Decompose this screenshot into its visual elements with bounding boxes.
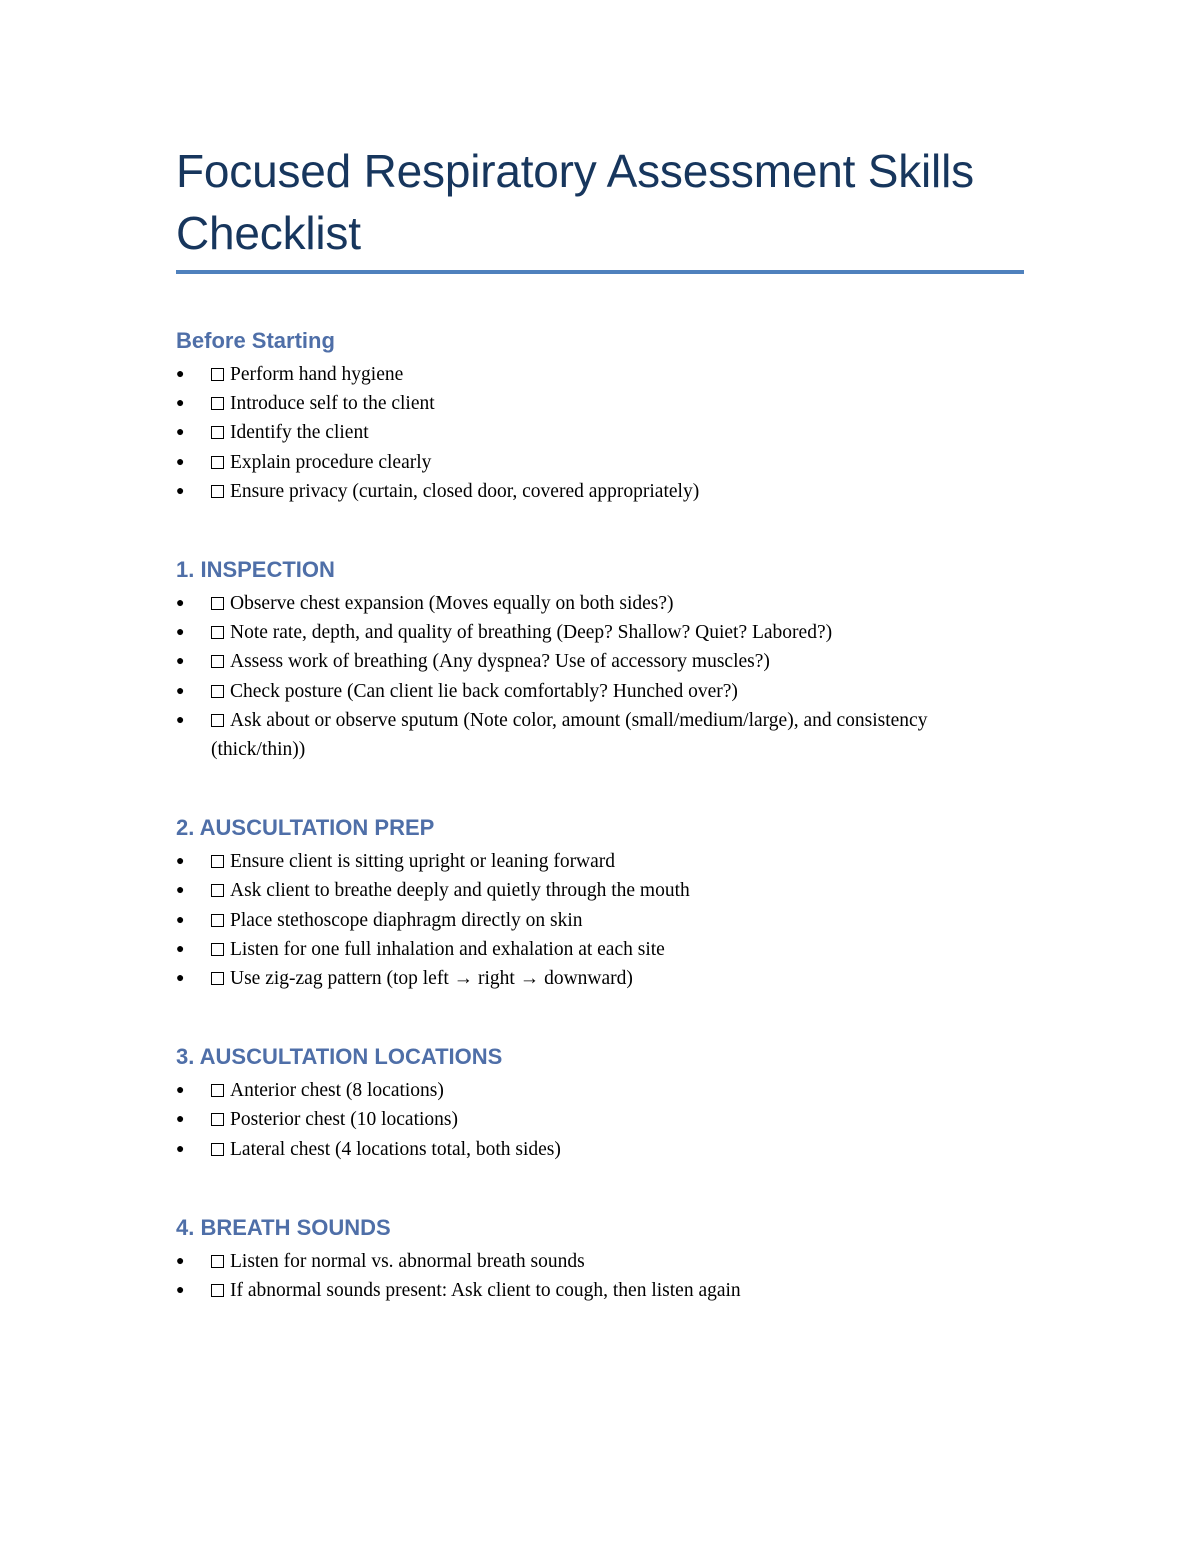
list-item bbox=[176, 1247, 1024, 1276]
list-item bbox=[176, 876, 1024, 905]
list-item bbox=[176, 647, 1024, 676]
bullet-icon: ● bbox=[176, 683, 185, 699]
bullet-icon: ● bbox=[176, 367, 185, 382]
bullet-icon: ● bbox=[176, 1283, 185, 1299]
item-text: Ensure privacy (curtain, closed door, covered appropriately) bbox=[230, 480, 700, 502]
list-item bbox=[176, 706, 1024, 764]
item-text: Introduce self to the client bbox=[230, 393, 435, 415]
checkbox-icon[interactable] bbox=[211, 1113, 224, 1126]
list-item bbox=[176, 847, 1024, 876]
bullet-icon: ● bbox=[176, 1141, 185, 1157]
bullet-icon: ● bbox=[176, 483, 185, 499]
list-item bbox=[176, 935, 1024, 964]
checkbox-icon[interactable] bbox=[211, 1084, 224, 1097]
item-text: Anterior chest (8 locations) bbox=[230, 1080, 444, 1102]
section-auscultation-locations bbox=[176, 1042, 1024, 1164]
list-item bbox=[176, 448, 1024, 477]
checkbox-icon[interactable] bbox=[211, 456, 224, 469]
list-item bbox=[176, 418, 1024, 447]
title-underline-rule bbox=[176, 270, 1024, 274]
bullet-icon: ● bbox=[176, 1253, 185, 1269]
checkbox-icon[interactable] bbox=[211, 855, 224, 868]
item-text: Place stethoscope diaphragm directly on skin bbox=[230, 909, 583, 931]
item-text: Assess work of breathing (Any dyspnea? Use of accessory muscles?) bbox=[230, 651, 770, 673]
list-item bbox=[176, 1135, 1024, 1164]
list-item bbox=[176, 1276, 1024, 1305]
checkbox-icon[interactable] bbox=[211, 597, 224, 610]
checkbox-icon[interactable] bbox=[211, 655, 224, 668]
checkbox-icon[interactable] bbox=[211, 884, 224, 897]
item-text: Posterior chest (10 locations) bbox=[230, 1109, 458, 1131]
checkbox-icon[interactable] bbox=[211, 972, 224, 985]
list-item bbox=[176, 1105, 1024, 1134]
section-before-starting bbox=[176, 326, 1024, 506]
checklist bbox=[176, 360, 1024, 506]
list-item bbox=[176, 477, 1024, 506]
bullet-icon: ● bbox=[176, 971, 185, 987]
section-breath-sounds bbox=[176, 1213, 1024, 1305]
checkbox-icon[interactable] bbox=[211, 914, 224, 927]
bullet-icon: ● bbox=[176, 654, 185, 670]
list-item bbox=[176, 589, 1024, 618]
item-text: Use zig-zag pattern (top left → right → downward) bbox=[230, 968, 633, 990]
bullet-icon: ● bbox=[176, 883, 185, 899]
checkbox-icon[interactable] bbox=[211, 1143, 224, 1156]
checkbox-icon[interactable] bbox=[211, 1255, 224, 1268]
checkbox-icon[interactable] bbox=[211, 943, 224, 956]
item-text: Ensure client is sitting upright or leaning forward bbox=[230, 851, 616, 873]
item-text: Identify the client bbox=[230, 422, 369, 444]
bullet-icon: ● bbox=[176, 425, 185, 441]
checklist bbox=[176, 1247, 1024, 1305]
section-heading: 2. AUSCULTATION PREP bbox=[176, 815, 435, 841]
bullet-icon: ● bbox=[176, 712, 185, 728]
bullet-icon: ● bbox=[176, 854, 185, 870]
checklist bbox=[176, 589, 1024, 764]
section-heading: 4. BREATH SOUNDS bbox=[176, 1214, 391, 1240]
item-text: Explain procedure clearly bbox=[230, 451, 432, 473]
list-item bbox=[176, 389, 1024, 418]
item-text: Listen for normal vs. abnormal breath sounds bbox=[230, 1250, 585, 1272]
section-heading: 3. AUSCULTATION LOCATIONS bbox=[176, 1044, 503, 1070]
bullet-icon: ● bbox=[176, 396, 185, 412]
checkbox-icon[interactable] bbox=[211, 626, 224, 639]
document-title: Focused Respiratory Assessment Skills Checklist bbox=[176, 145, 974, 259]
bullet-icon: ● bbox=[176, 454, 185, 470]
document-page bbox=[176, 140, 1024, 1305]
bullet-icon: ● bbox=[176, 941, 185, 957]
bullet-icon: ● bbox=[176, 1112, 185, 1128]
item-text: Ask about or observe sputum (Note color, amount (small/medium/large), and consistency (thick/thin)) bbox=[211, 709, 928, 761]
list-item bbox=[176, 1076, 1024, 1105]
item-text: Ask client to breathe deeply and quietly through the mouth bbox=[230, 880, 690, 902]
item-text: Note rate, depth, and quality of breathing (Deep? Shallow? Quiet? Labored?) bbox=[230, 622, 833, 644]
section-inspection bbox=[176, 555, 1024, 764]
item-text: Lateral chest (4 locations total, both sides) bbox=[230, 1138, 561, 1160]
section-heading: Before Starting bbox=[176, 328, 335, 353]
checklist bbox=[176, 1076, 1024, 1164]
checkbox-icon[interactable] bbox=[211, 426, 224, 439]
item-text: Check posture (Can client lie back comfortably? Hunched over?) bbox=[230, 680, 738, 702]
list-item bbox=[176, 964, 1024, 993]
bullet-icon: ● bbox=[176, 596, 185, 612]
checklist bbox=[176, 847, 1024, 993]
bullet-icon: ● bbox=[176, 1083, 185, 1099]
checkbox-icon[interactable] bbox=[211, 368, 224, 381]
list-item bbox=[176, 360, 1024, 389]
section-heading: 1. INSPECTION bbox=[176, 557, 335, 583]
checkbox-icon[interactable] bbox=[211, 714, 224, 727]
list-item bbox=[176, 677, 1024, 706]
checkbox-icon[interactable] bbox=[211, 397, 224, 410]
checkbox-icon[interactable] bbox=[211, 1284, 224, 1297]
bullet-icon: ● bbox=[176, 625, 185, 641]
item-text: Perform hand hygiene bbox=[230, 364, 404, 385]
item-text: Listen for one full inhalation and exhalation at each site bbox=[230, 938, 665, 960]
bullet-icon: ● bbox=[176, 912, 185, 928]
item-text: Observe chest expansion (Moves equally on both sides?) bbox=[230, 593, 674, 615]
section-auscultation-prep bbox=[176, 813, 1024, 993]
checkbox-icon[interactable] bbox=[211, 485, 224, 498]
checkbox-icon[interactable] bbox=[211, 685, 224, 698]
list-item bbox=[176, 618, 1024, 647]
item-text: If abnormal sounds present: Ask client to cough, then listen again bbox=[230, 1280, 741, 1302]
list-item bbox=[176, 906, 1024, 935]
